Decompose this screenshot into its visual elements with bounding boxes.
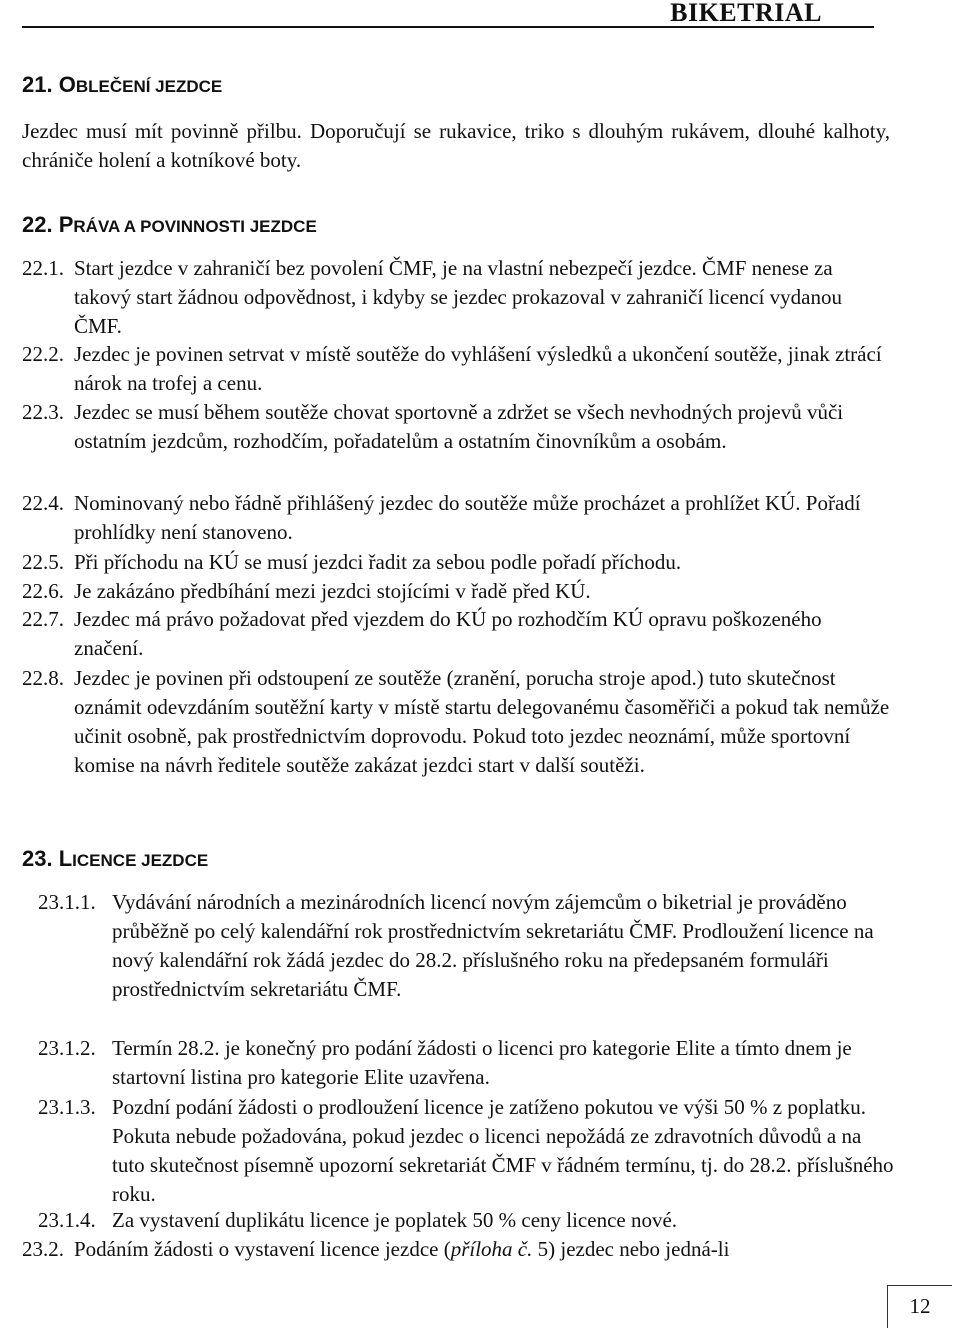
list-item-23-1-4: 23.1.4. Za vystavení duplikátu licence je poplatek 50 % ceny licence nové.	[38, 1208, 678, 1232]
list-item-23-1-3: 23.1.3. Pozdní podání žádosti o prodloužení licence je zatíženo pokutou ve výši 50 % z poplatku. Pokuta nebude požadována, pokud jezdec o licenci nepožádá ze zdravotních důvodů a na tuto skutečnost písemně upozorní sekretariát ČMF v řádném termínu, tj. do 28.2. příslušného roku.	[38, 1095, 894, 1206]
list-item-23-2: 23.2. Podáním žádosti o vystavení licence jezdce (příloha č. 5) jezdec nebo jedná-li	[22, 1237, 730, 1261]
section-22-heading: 22. PRÁVA A POVINNOSTI JEZDCE	[22, 212, 317, 237]
list-item-22-5: 22.5. Při příchodu na KÚ se musí jezdci řadit za sebou podle pořadí příchodu.	[22, 550, 682, 574]
list-item-22-2: 22.2. Jezdec je povinen setrvat v místě soutěže do vyhlášení výsledků a ukončení soutěže, jinak ztrácí nárok na trofej a cenu.	[22, 342, 882, 395]
list-item-22-6: 22.6. Je zakázáno předbíhání mezi jezdci stojícími v řadě před KÚ.	[22, 579, 591, 603]
section-21-heading: 21. OBLEČENÍ JEZDCE	[22, 72, 223, 97]
list-item-22-3: 22.3. Jezdec se musí během soutěže chovat sportovně a zdržet se všech nevhodných projevů vůči ostatním jezdcům, rozhodčím, pořadatelům a ostatním činovníkům a osobám.	[22, 400, 844, 453]
list-item-23-1-2: 23.1.2. Termín 28.2. je konečný pro podání žádosti o licenci pro kategorie Elite a tímto dnem je startovní listina pro kategorie Elite uzavřena.	[38, 1036, 852, 1089]
list-item-22-7: 22.7. Jezdec má právo požadovat před vjezdem do KÚ po rozhodčím KÚ opravu poškozeného značení.	[22, 607, 822, 660]
page-header	[22, 0, 874, 28]
header-title: BIKETRIAL	[670, 0, 822, 27]
section-21-text: Jezdec musí mít povinně přilbu. Doporučují se rukavice, triko s dlouhým rukávem, dlouhé kalhoty, chrániče holení a kotníkové boty.	[22, 119, 890, 172]
list-item-22-1: 22.1. Start jezdce v zahraničí bez povolení ČMF, je na vlastní nebezpečí jezdce. ČMF nenese za takový start žádnou odpovědnost, i kdyby se jezdec prokazoval v zahraničí licencí vydanou ČMF.	[22, 256, 842, 338]
page-number: 12	[887, 1285, 952, 1328]
section-23-heading: 23. LICENCE JEZDCE	[22, 846, 209, 871]
list-item-23-1-1: 23.1.1. Vydávání národních a mezinárodních licencí novým zájemcům o biketrial je prováděno průběžně po celý kalendářní rok prostřednictvím sekretariátu ČMF. Prodloužení licence na nový kalendářní rok žádá jezdec do 28.2. příslušného roku na předepsaném formuláři prostřednictvím sekretariátu ČMF.	[38, 890, 874, 1001]
list-item-22-4: 22.4. Nominovaný nebo řádně přihlášený jezdec do soutěže může procházet a prohlížet KÚ. Pořadí prohlídky není stanoveno.	[22, 491, 861, 544]
list-item-22-8: 22.8. Jezdec je povinen při odstoupení ze soutěže (zranění, porucha stroje apod.) tuto skutečnost oznámit odevzdáním soutěžní karty v místě startu delegovanému časoměřiči a pokud tak nemůže učinit osobně, pak prostřednictvím doprovodu. Pokud toto jezdec neoznámí, může sportovní komise na návrh ředitele soutěže zakázat jezdci start v další soutěži.	[22, 666, 890, 777]
